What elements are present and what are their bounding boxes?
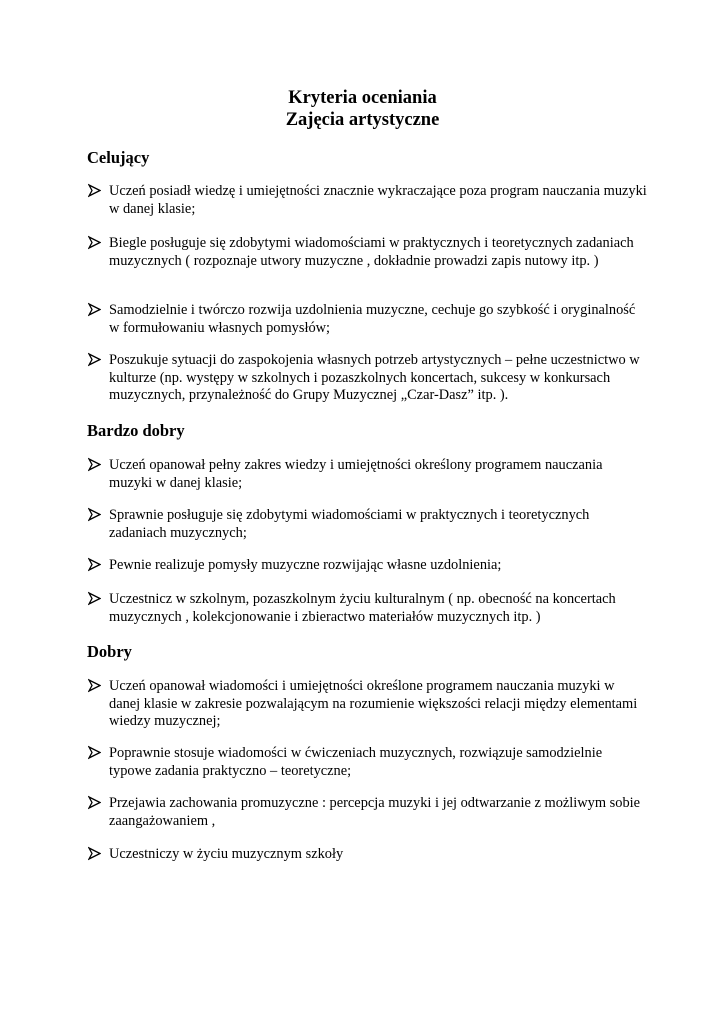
arrow-bullet-icon <box>88 457 102 474</box>
arrow-bullet-icon <box>88 302 102 319</box>
list-item-text: Poszukuje sytuacji do zaspokojenia własnych potrzeb artystycznych – pełne uczestnictwo w kulturze (np. występy w szkolnych i pozaszkolnych koncertach, sukcesy w konkursach muzycznych, przynależność do Grupy Muzycznej „Czar-Dasz” itp. ). <box>109 352 640 404</box>
list-item <box>88 557 648 575</box>
list-item-text: Uczestnicz w szkolnym, pozaszkolnym życiu kulturalnym ( np. obecność na koncertach muzycznych , kolekcjonowanie i zbieractwo materiałów muzycznych itp. ) <box>109 591 616 625</box>
arrow-bullet-icon <box>88 183 102 200</box>
list-item <box>88 507 648 542</box>
list-item-text: Uczeń opanował pełny zakres wiedzy i umiejętności określony programem nauczania muzyki w danej klasie; <box>109 457 603 491</box>
list-item-text: Uczeń posiadł wiedzę i umiejętności znacznie wykraczające poza program nauczania muzyki w danej klasie; <box>109 183 647 217</box>
list-item-text: Sprawnie posługuje się zdobytymi wiadomościami w praktycznych i teoretycznych zadaniach muzycznych; <box>109 507 590 541</box>
list-item <box>88 591 648 626</box>
list-item-text: Biegle posługuje się zdobytymi wiadomościami w praktycznych i teoretycznych zadaniach muzycznych ( rozpoznaje utwory muzyczne , dokładnie prowadzi zapis nutowy itp. ) <box>109 235 634 269</box>
arrow-bullet-icon <box>88 235 102 252</box>
list-item <box>88 302 648 337</box>
arrow-bullet-icon <box>88 795 102 812</box>
list-item <box>88 457 648 492</box>
list-item <box>88 352 648 405</box>
document-title <box>0 87 725 131</box>
arrow-bullet-icon <box>88 846 102 863</box>
list-item <box>88 846 648 864</box>
list-item-text: Pewnie realizuje pomysły muzyczne rozwijając własne uzdolnienia; <box>109 557 502 573</box>
title-line-2: Zajęcia artystyczne <box>285 110 440 130</box>
list-item <box>88 745 648 780</box>
list-item-text: Samodzielnie i twórczo rozwija uzdolnienia muzyczne, cechuje go szybkość i oryginalność w formułowaniu własnych pomysłów; <box>109 302 636 336</box>
section-heading-dobry: Dobry <box>87 642 132 661</box>
list-item-text: Poprawnie stosuje wiadomości w ćwiczeniach muzycznych, rozwiązuje samodzielnie typowe zadania praktyczno – teoretyczne; <box>109 745 603 779</box>
arrow-bullet-icon <box>88 745 102 762</box>
list-item <box>88 678 648 731</box>
title-line-1: Kryteria oceniania <box>288 88 437 108</box>
list-item-text: Uczestniczy w życiu muzycznym szkoły <box>109 846 344 862</box>
list-item <box>88 235 648 270</box>
arrow-bullet-icon <box>88 557 102 574</box>
section-heading-celujacy: Celujący <box>87 148 150 167</box>
list-item-text: Uczeń opanował wiadomości i umiejętności określone programem nauczania muzyki w danej klasie w zakresie pozwalającym na rozumienie większości relacji między elementami wiedzy muzycznej; <box>109 678 638 730</box>
list-item <box>88 183 648 218</box>
arrow-bullet-icon <box>88 591 102 608</box>
list-item <box>88 795 648 830</box>
arrow-bullet-icon <box>88 352 102 369</box>
arrow-bullet-icon <box>88 678 102 695</box>
section-heading-bardzo-dobry: Bardzo dobry <box>87 421 185 440</box>
list-item-text: Przejawia zachowania promuzyczne : percepcja muzyki i jej odtwarzanie z możliwym sobie zaangażowaniem , <box>109 795 641 829</box>
arrow-bullet-icon <box>88 507 102 524</box>
